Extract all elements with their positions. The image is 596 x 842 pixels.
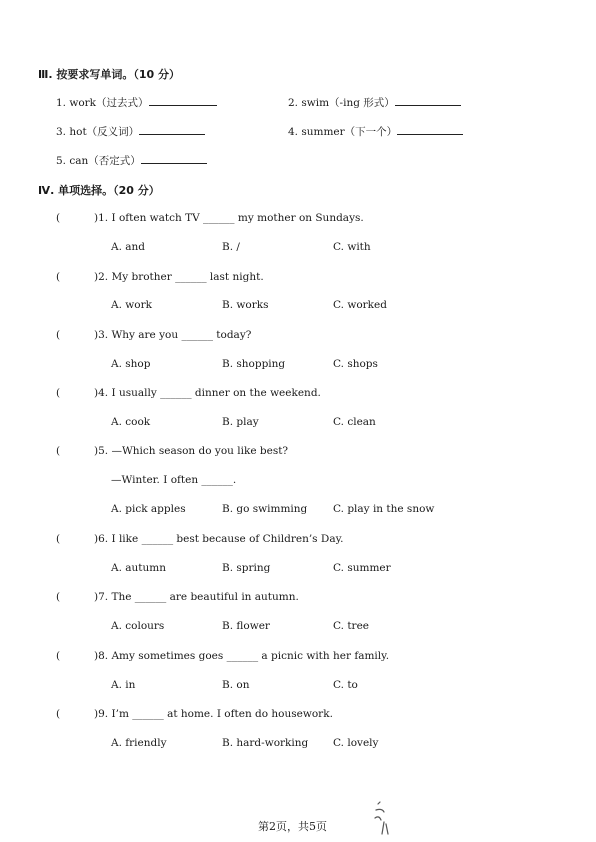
fill-item-5 [56,153,207,168]
section-4-title: Ⅳ. 单项选择。（20 分） [38,184,160,197]
option-a: A. pick apples [111,503,186,515]
option-c: C. lovely [333,737,379,749]
option-b: B. shopping [222,358,286,370]
answer-paren-open[interactable]: ( [56,533,61,545]
answer-blank[interactable] [397,124,463,135]
option-b: B. go swimming [222,503,308,515]
section-3-title: Ⅲ. 按要求写单词。（10 分） [38,68,181,81]
fill-item-label: 1. work（过去式） [56,97,149,109]
fill-item-1 [56,95,217,110]
question-stem: )2. My brother ______ last night. [94,271,264,283]
fill-item-label: 5. can（否定式） [56,155,141,167]
answer-blank[interactable] [139,124,205,135]
question-stem: )6. I like ______ best because of Children’s Day. [94,533,344,545]
fill-item-4 [288,124,463,139]
option-c: C. shops [333,358,378,370]
fill-item-2 [288,95,461,110]
question-stem: )8. Amy sometimes goes ______ a picnic with her family. [94,650,390,662]
option-b: B. hard-working [222,737,309,749]
fill-item-3 [56,124,205,139]
option-a: A. friendly [111,737,167,749]
answer-paren-open[interactable]: ( [56,212,61,224]
answer-blank[interactable] [395,95,461,106]
answer-paren-open[interactable]: ( [56,387,61,399]
fill-item-label: 4. summer（下一个） [288,126,398,138]
option-c: C. worked [333,299,387,311]
question-stem: )4. I usually ______ dinner on the weekend. [94,387,321,399]
option-b: B. / [222,241,240,253]
option-c: C. play in the snow [333,503,435,515]
option-c: C. tree [333,620,370,632]
option-a: A. autumn [111,562,166,574]
answer-paren-open[interactable]: ( [56,591,61,603]
answer-paren-open[interactable]: ( [56,708,61,720]
question-stem-line-2: —Winter. I often ______. [111,474,237,486]
option-b: B. on [222,679,250,691]
option-a: A. in [111,679,136,691]
answer-blank[interactable] [141,153,207,164]
page-number: 第2页，共5页 [258,820,327,833]
scribble-mark-icon [372,800,394,836]
question-stem: )7. The ______ are beautiful in autumn. [94,591,299,603]
question-stem: )9. I’m ______ at home. I often do housework. [94,708,333,720]
option-a: A. and [111,241,146,253]
option-c: C. clean [333,416,376,428]
answer-paren-open[interactable]: ( [56,329,61,341]
answer-blank[interactable] [149,95,217,106]
option-b: B. works [222,299,269,311]
option-c: C. summer [333,562,391,574]
option-a: A. cook [111,416,151,428]
option-c: C. to [333,679,358,691]
question-stem: )3. Why are you ______ today? [94,329,252,341]
fill-item-label: 2. swim（-ing 形式） [288,97,395,109]
option-b: B. flower [222,620,270,632]
option-a: A. colours [111,620,165,632]
option-a: A. work [111,299,152,311]
question-stem: )5. —Which season do you like best? [94,445,289,457]
option-b: B. play [222,416,259,428]
option-b: B. spring [222,562,271,574]
question-stem: )1. I often watch TV ______ my mother on Sundays. [94,212,364,224]
option-c: C. with [333,241,371,253]
answer-paren-open[interactable]: ( [56,271,61,283]
fill-item-label: 3. hot（反义词） [56,126,140,138]
answer-paren-open[interactable]: ( [56,650,61,662]
answer-paren-open[interactable]: ( [56,445,61,457]
option-a: A. shop [111,358,151,370]
